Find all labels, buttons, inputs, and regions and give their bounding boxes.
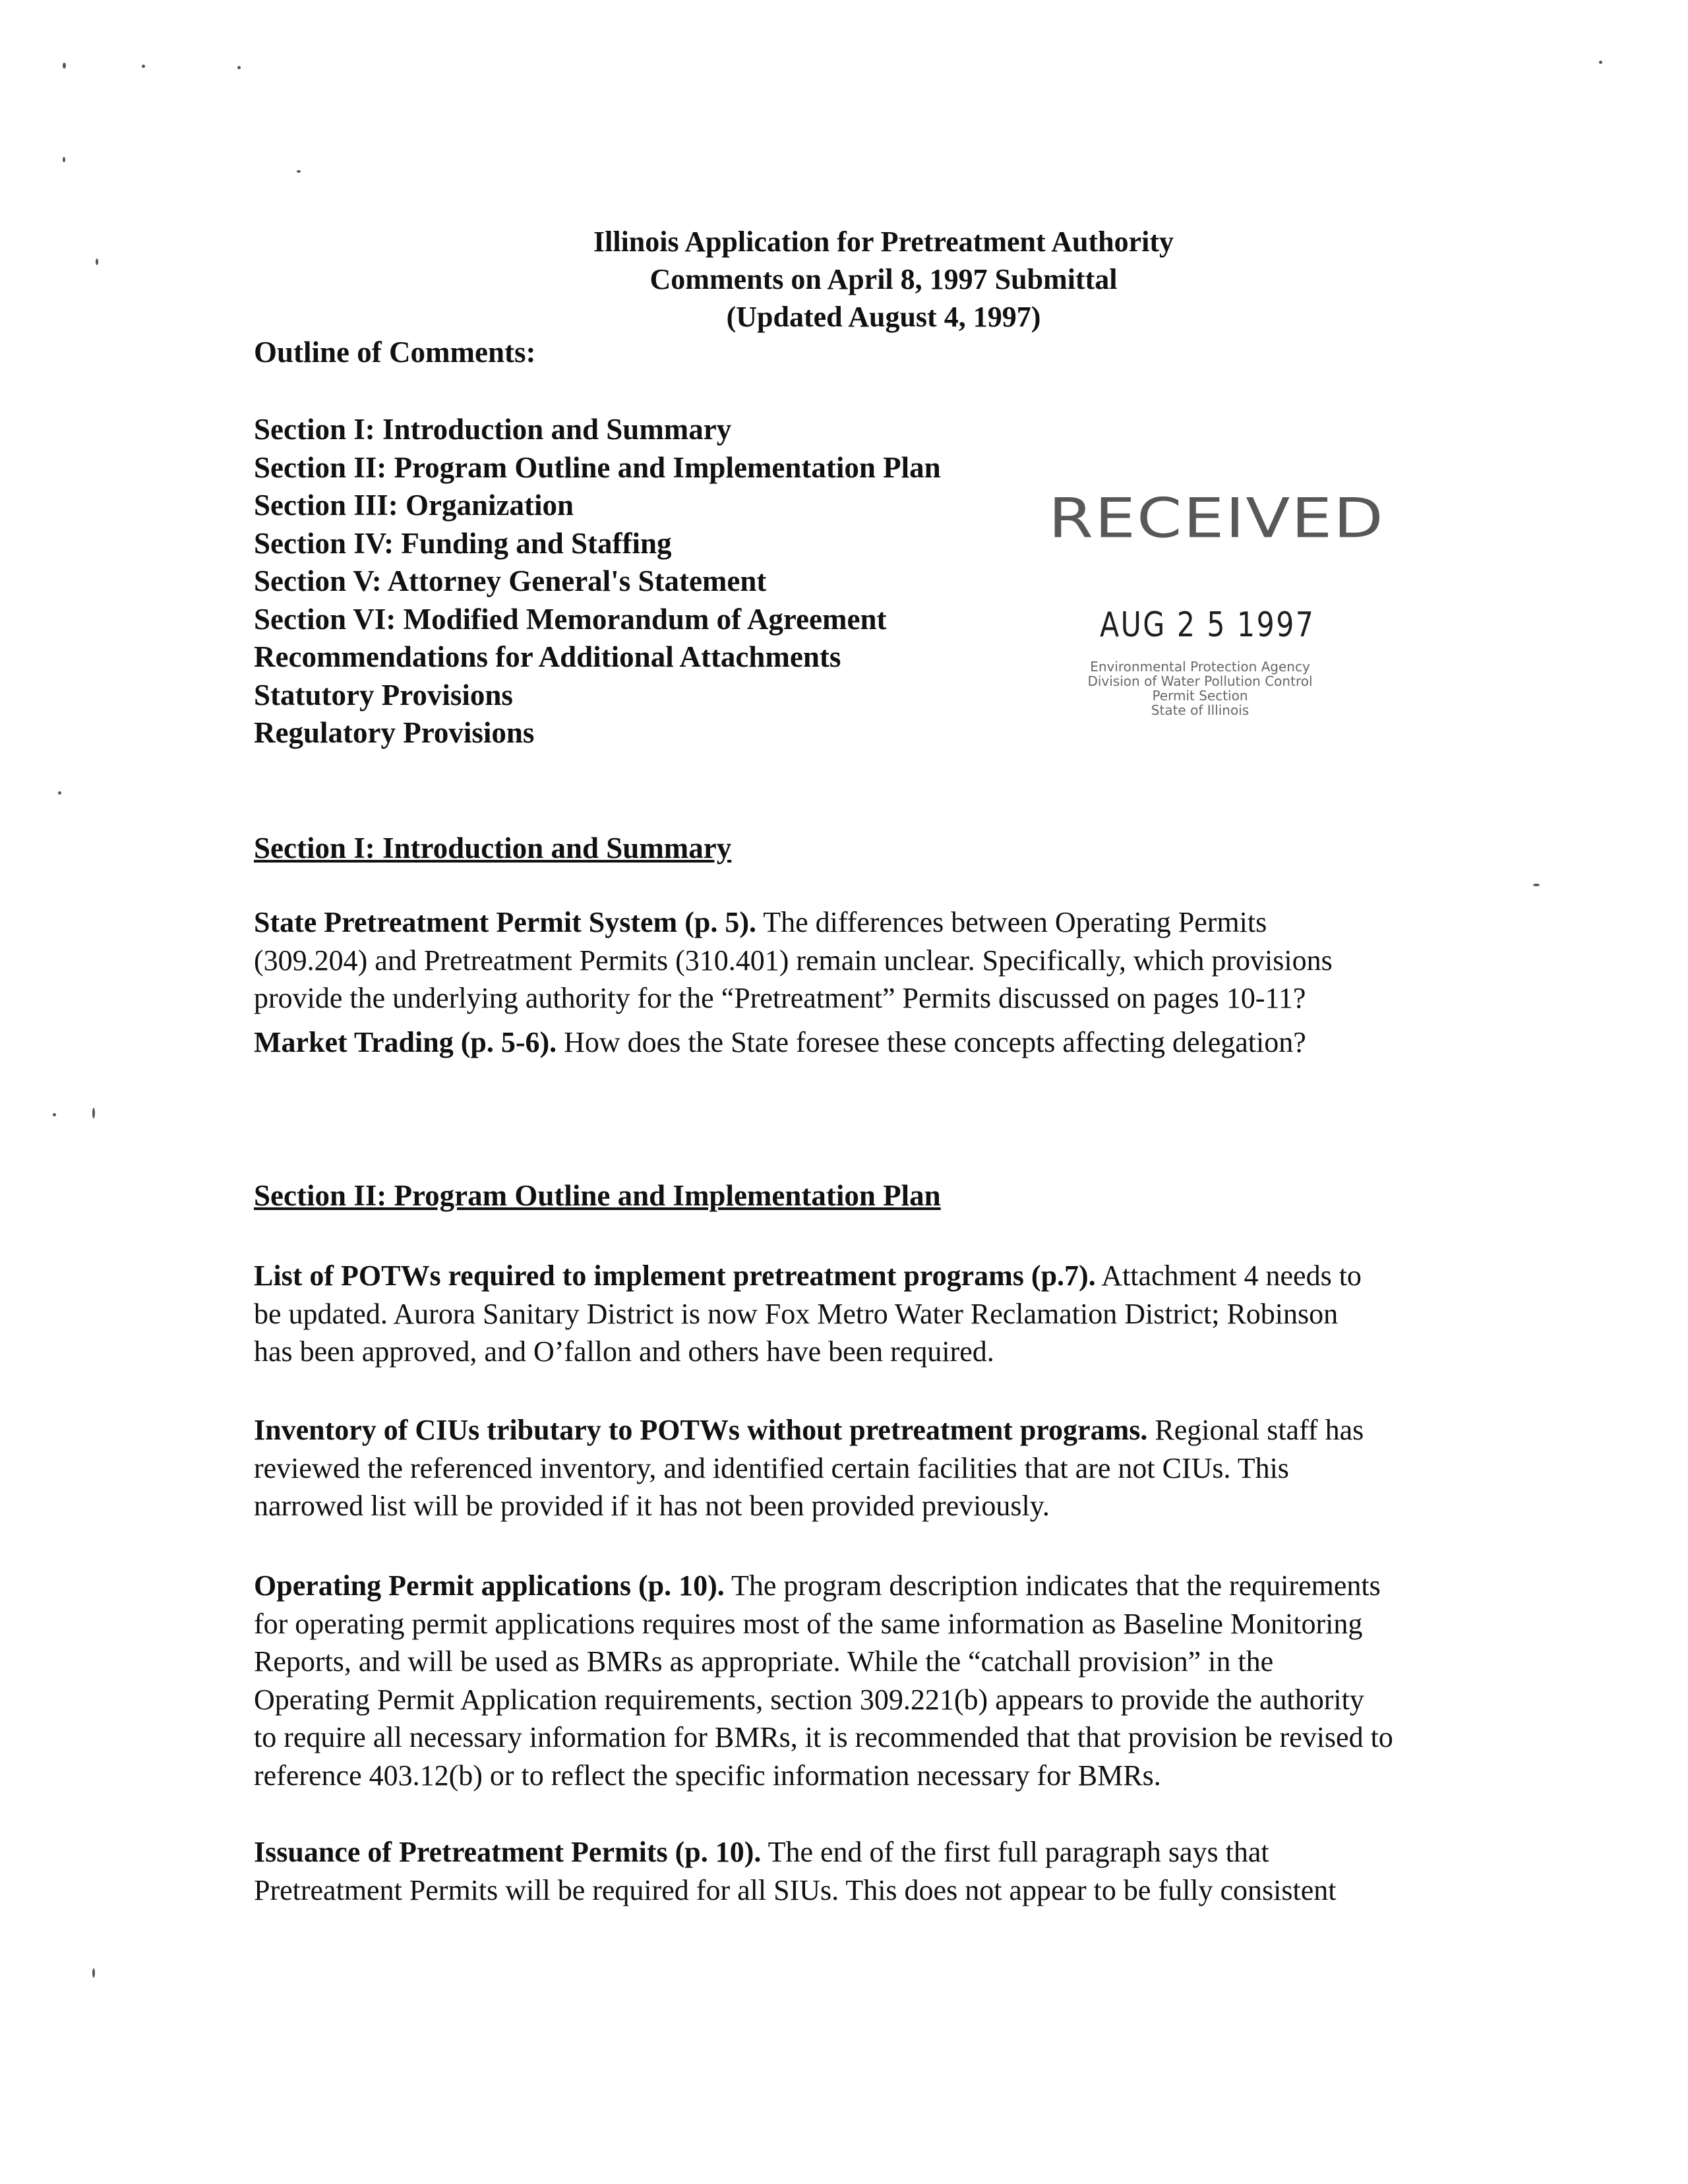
scan-speck: [96, 258, 98, 265]
title-line-1: Illinois Application for Pretreatment Authority: [593, 226, 1174, 258]
paragraph-text: The end of the first full paragraph says that: [761, 1836, 1269, 1868]
scan-speck: [237, 66, 241, 69]
outline-item: Section III: Organization: [254, 489, 574, 522]
scan-speck: [63, 63, 66, 69]
paragraph-text: (309.204) and Pretreatment Permits (310.401) remain unclear. Specifically, which provisions: [254, 944, 1333, 977]
document-title: [396, 223, 1372, 336]
paragraph-text: Operating Permit Application requirements, section 309.221(b) appears to provide the authority: [254, 1683, 1364, 1716]
outline-item: Section II: Program Outline and Implementation Plan: [254, 450, 941, 484]
paragraph-text: The program description indicates that the requirements: [724, 1569, 1381, 1602]
paragraph-text: provide the underlying authority for the “Pretreatment” Permits discussed on pages 10-11?: [254, 982, 1306, 1014]
section-2-paragraph-ciu-inventory: [254, 1411, 1526, 1525]
stamp-line: Division of Water Pollution Control: [1087, 673, 1313, 689]
paragraph-text: How does the State foresee these concepts affecting delegation?: [557, 1026, 1306, 1058]
stamp-line: Permit Section: [1152, 688, 1248, 704]
scan-speck: [1533, 884, 1540, 886]
scan-speck: [142, 65, 145, 68]
outline-item: Recommendations for Additional Attachments: [254, 640, 841, 673]
paragraph-text: Attachment 4 needs to: [1095, 1259, 1362, 1292]
stamp-line: Environmental Protection Agency: [1090, 659, 1310, 675]
section-1-paragraph-permit-system: [254, 903, 1526, 1017]
scan-speck: [92, 1968, 95, 1978]
paragraph-text: The differences between Operating Permits: [756, 906, 1267, 938]
paragraph-text: to require all necessary information for BMRs, it is recommended that that provision be revised to: [254, 1721, 1393, 1753]
paragraph-lead: Issuance of Pretreatment Permits (p. 10).: [254, 1836, 762, 1868]
title-line-3: (Updated August 4, 1997): [726, 301, 1041, 333]
stamp-line: State of Illinois: [1151, 702, 1250, 718]
paragraph-lead: List of POTWs required to implement pretreatment programs (p.7).: [254, 1259, 1096, 1292]
outline-item: Section VI: Modified Memorandum of Agreement: [254, 602, 887, 636]
outline-item: Regulatory Provisions: [254, 716, 535, 749]
scan-speck: [58, 791, 61, 795]
paragraph-lead: Operating Permit applications (p. 10).: [254, 1569, 725, 1602]
section-1-heading: Section I: Introduction and Summary: [254, 832, 732, 864]
outline-heading: Outline of Comments:: [254, 336, 536, 369]
paragraph-text: Regional staff has: [1147, 1414, 1364, 1446]
scan-speck: [92, 1108, 95, 1118]
scan-speck: [53, 1113, 56, 1116]
section-1-paragraph-market-trading: [254, 1023, 1526, 1062]
scan-speck: [1599, 61, 1602, 64]
paragraph-text: Reports, and will be used as BMRs as appropriate. While the “catchall provision” in the: [254, 1645, 1274, 1678]
title-line-2: Comments on April 8, 1997 Submittal: [649, 263, 1118, 295]
stamp-agency-text: [1062, 659, 1339, 717]
paragraph-text: reference 403.12(b) or to reflect the specific information necessary for BMRs.: [254, 1759, 1161, 1792]
section-2-paragraph-potw-list: [254, 1257, 1526, 1371]
received-stamp: [1048, 487, 1404, 718]
outline-item: Section V: Attorney General's Statement: [254, 564, 767, 597]
paragraph-text: Pretreatment Permits will be required for all SIUs. This does not appear to be fully consistent: [254, 1873, 1337, 1906]
stamp-received-text: RECEIVED: [1048, 487, 1385, 551]
paragraph-text: has been approved, and O’fallon and others have been required.: [254, 1335, 994, 1368]
section-2-heading: Section II: Program Outline and Implementation Plan: [254, 1179, 941, 1212]
outline-list: [254, 411, 941, 752]
section-2-paragraph-operating-permit: [254, 1567, 1526, 1794]
paragraph-text: for operating permit applications requires most of the same information as Baseline Monitoring: [254, 1607, 1363, 1640]
paragraph-lead: State Pretreatment Permit System (p. 5).: [254, 906, 756, 938]
outline-item: Section I: Introduction and Summary: [254, 413, 732, 446]
outline-item: Section IV: Funding and Staffing: [254, 526, 672, 560]
paragraph-text: reviewed the referenced inventory, and identified certain facilities that are not CIUs. This: [254, 1451, 1289, 1484]
paragraph-text: be updated. Aurora Sanitary District is now Fox Metro Water Reclamation District; Robinson: [254, 1297, 1339, 1330]
scan-speck: [63, 157, 65, 162]
paragraph-lead: Market Trading (p. 5-6).: [254, 1026, 557, 1058]
paragraph-lead: Inventory of CIUs tributary to POTWs without pretreatment programs.: [254, 1414, 1148, 1446]
scan-speck: [297, 170, 301, 173]
stamp-date: AUG 2 5 1997: [1100, 605, 1315, 645]
paragraph-text: narrowed list will be provided if it has not been provided previously.: [254, 1490, 1050, 1522]
section-2-paragraph-pretreatment-permits: [254, 1833, 1526, 1909]
outline-item: Statutory Provisions: [254, 678, 513, 712]
